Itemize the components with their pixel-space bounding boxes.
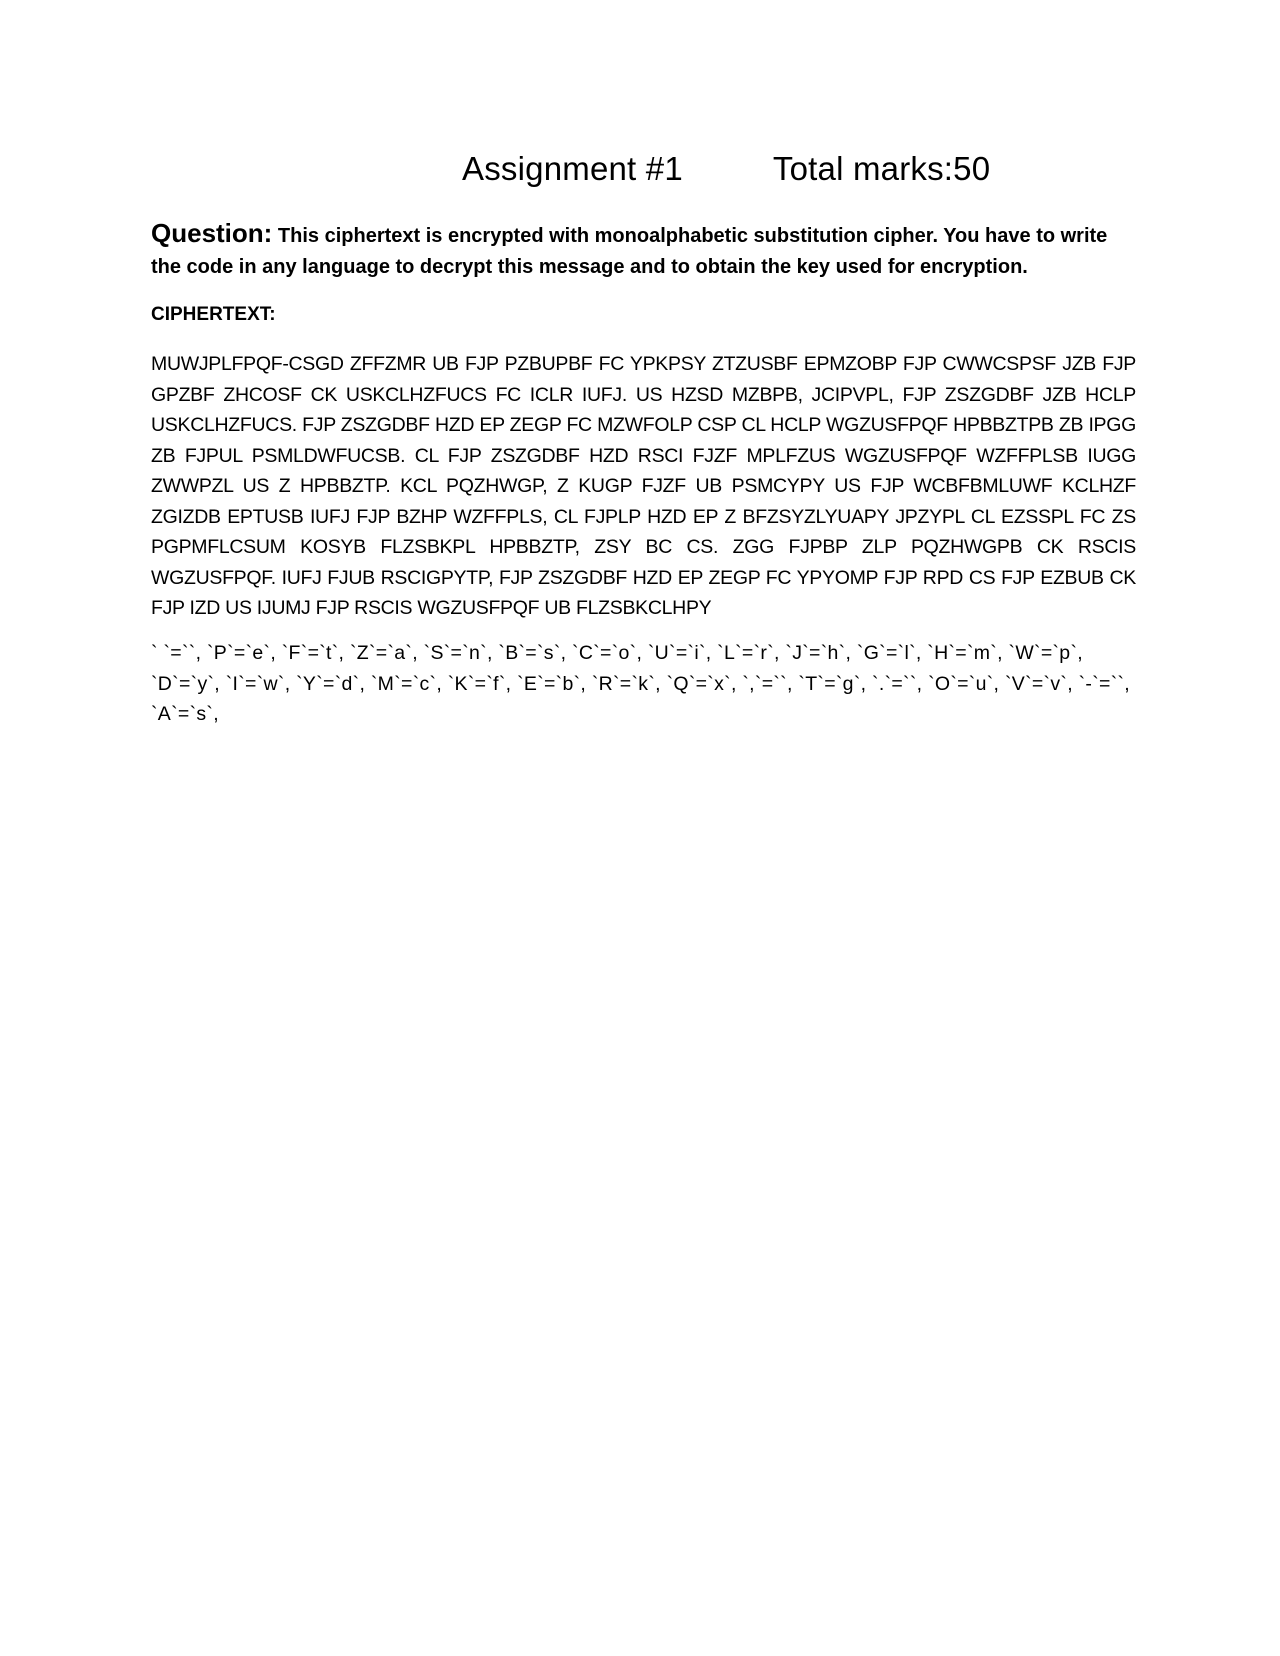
key-mapping-paragraph: ` `=``, `P`=`e`, `F`=`t`, `Z`=`a`, `S`=`n`, `B`=`s`, `C`=`o`, `U`=`i`, `L`=`r`, `J`=`h`, `G`=`l`, `H`=`m`, `W`=`p`, `D`=`y`, `I`=`w`, `Y`=`d`, `M`=`c`, `K`=`f`, `E`=`b`, `R`=`k`, `Q`=`x`, `,`=``, `T`=`g`, `.`=``, `O`=`u`, `V`=`v`, `-`=``, `A`=`s`,: [151, 642, 1131, 725]
ciphertext-paragraph: MUWJPLFPQF-CSGD ZFFZMR UB FJP PZBUPBF FC YPKPSY ZTZUSBF EPMZOBP FJP CWWCSPSF JZB FJP GPZBF ZHCOSF CK USKCLHZFUCS FC ICLR IUFJ. US HZSD MZBPB, JCIPVPL, FJP ZSZGDBF JZB HCLP USKCLHZFUCS. FJP ZSZGDBF HZD EP ZEGP FC MZWFOLP CSP CL HCLP WGZUSFPQF HPBBZTPB ZB IPGG ZB FJPUL PSMLDWFUCSB. CL FJP ZSZGDBF HZD RSCI FJZF MPLFZUS WGZUSFPQF WZFFPLSB IUGG ZWWPZL US Z HPBBZTP. KCL PQZHWGP, Z KUGP FJZF UB PSMCYPY US FJP WCBFBMLUWF KCLHZF ZGIZDB EPTUSB IUFJ FJP BZHP WZFFPLS, CL FJPLP HZD EP Z BFZSYZLYUAPY JPZYPL CL EZSSPL FC ZS PGPMFLCSUM KOSYB FLZSBKPL HPBBZTP, ZSY BC CS. ZGG FJPBP ZLP PQZHWGPB CK RSCIS WGZUSFPQF. IUFJ FJUB RSCIGPYTP, FJP ZSZGDBF HZD EP ZEGP FC YPYOMP FJP RPD CS FJP EZBUB CK FJP IZD US IJUMJ FJP RSCIS WGZUSFPQF UB FLZSBKCLHPY: [151, 353, 1136, 619]
question-label: Question:: [151, 218, 273, 248]
assignment-title: Assignment #1: [462, 150, 683, 187]
document-title: [462, 150, 990, 188]
question-paragraph: [151, 218, 1136, 283]
total-marks: Total marks:50: [772, 150, 991, 187]
question-text: This ciphertext is encrypted with monoalphabetic substitution cipher. You have to write the code in any language to decrypt this message and to obtain the key used for encryption.: [151, 225, 1108, 278]
ciphertext-heading: CIPHERTEXT:: [151, 304, 276, 325]
